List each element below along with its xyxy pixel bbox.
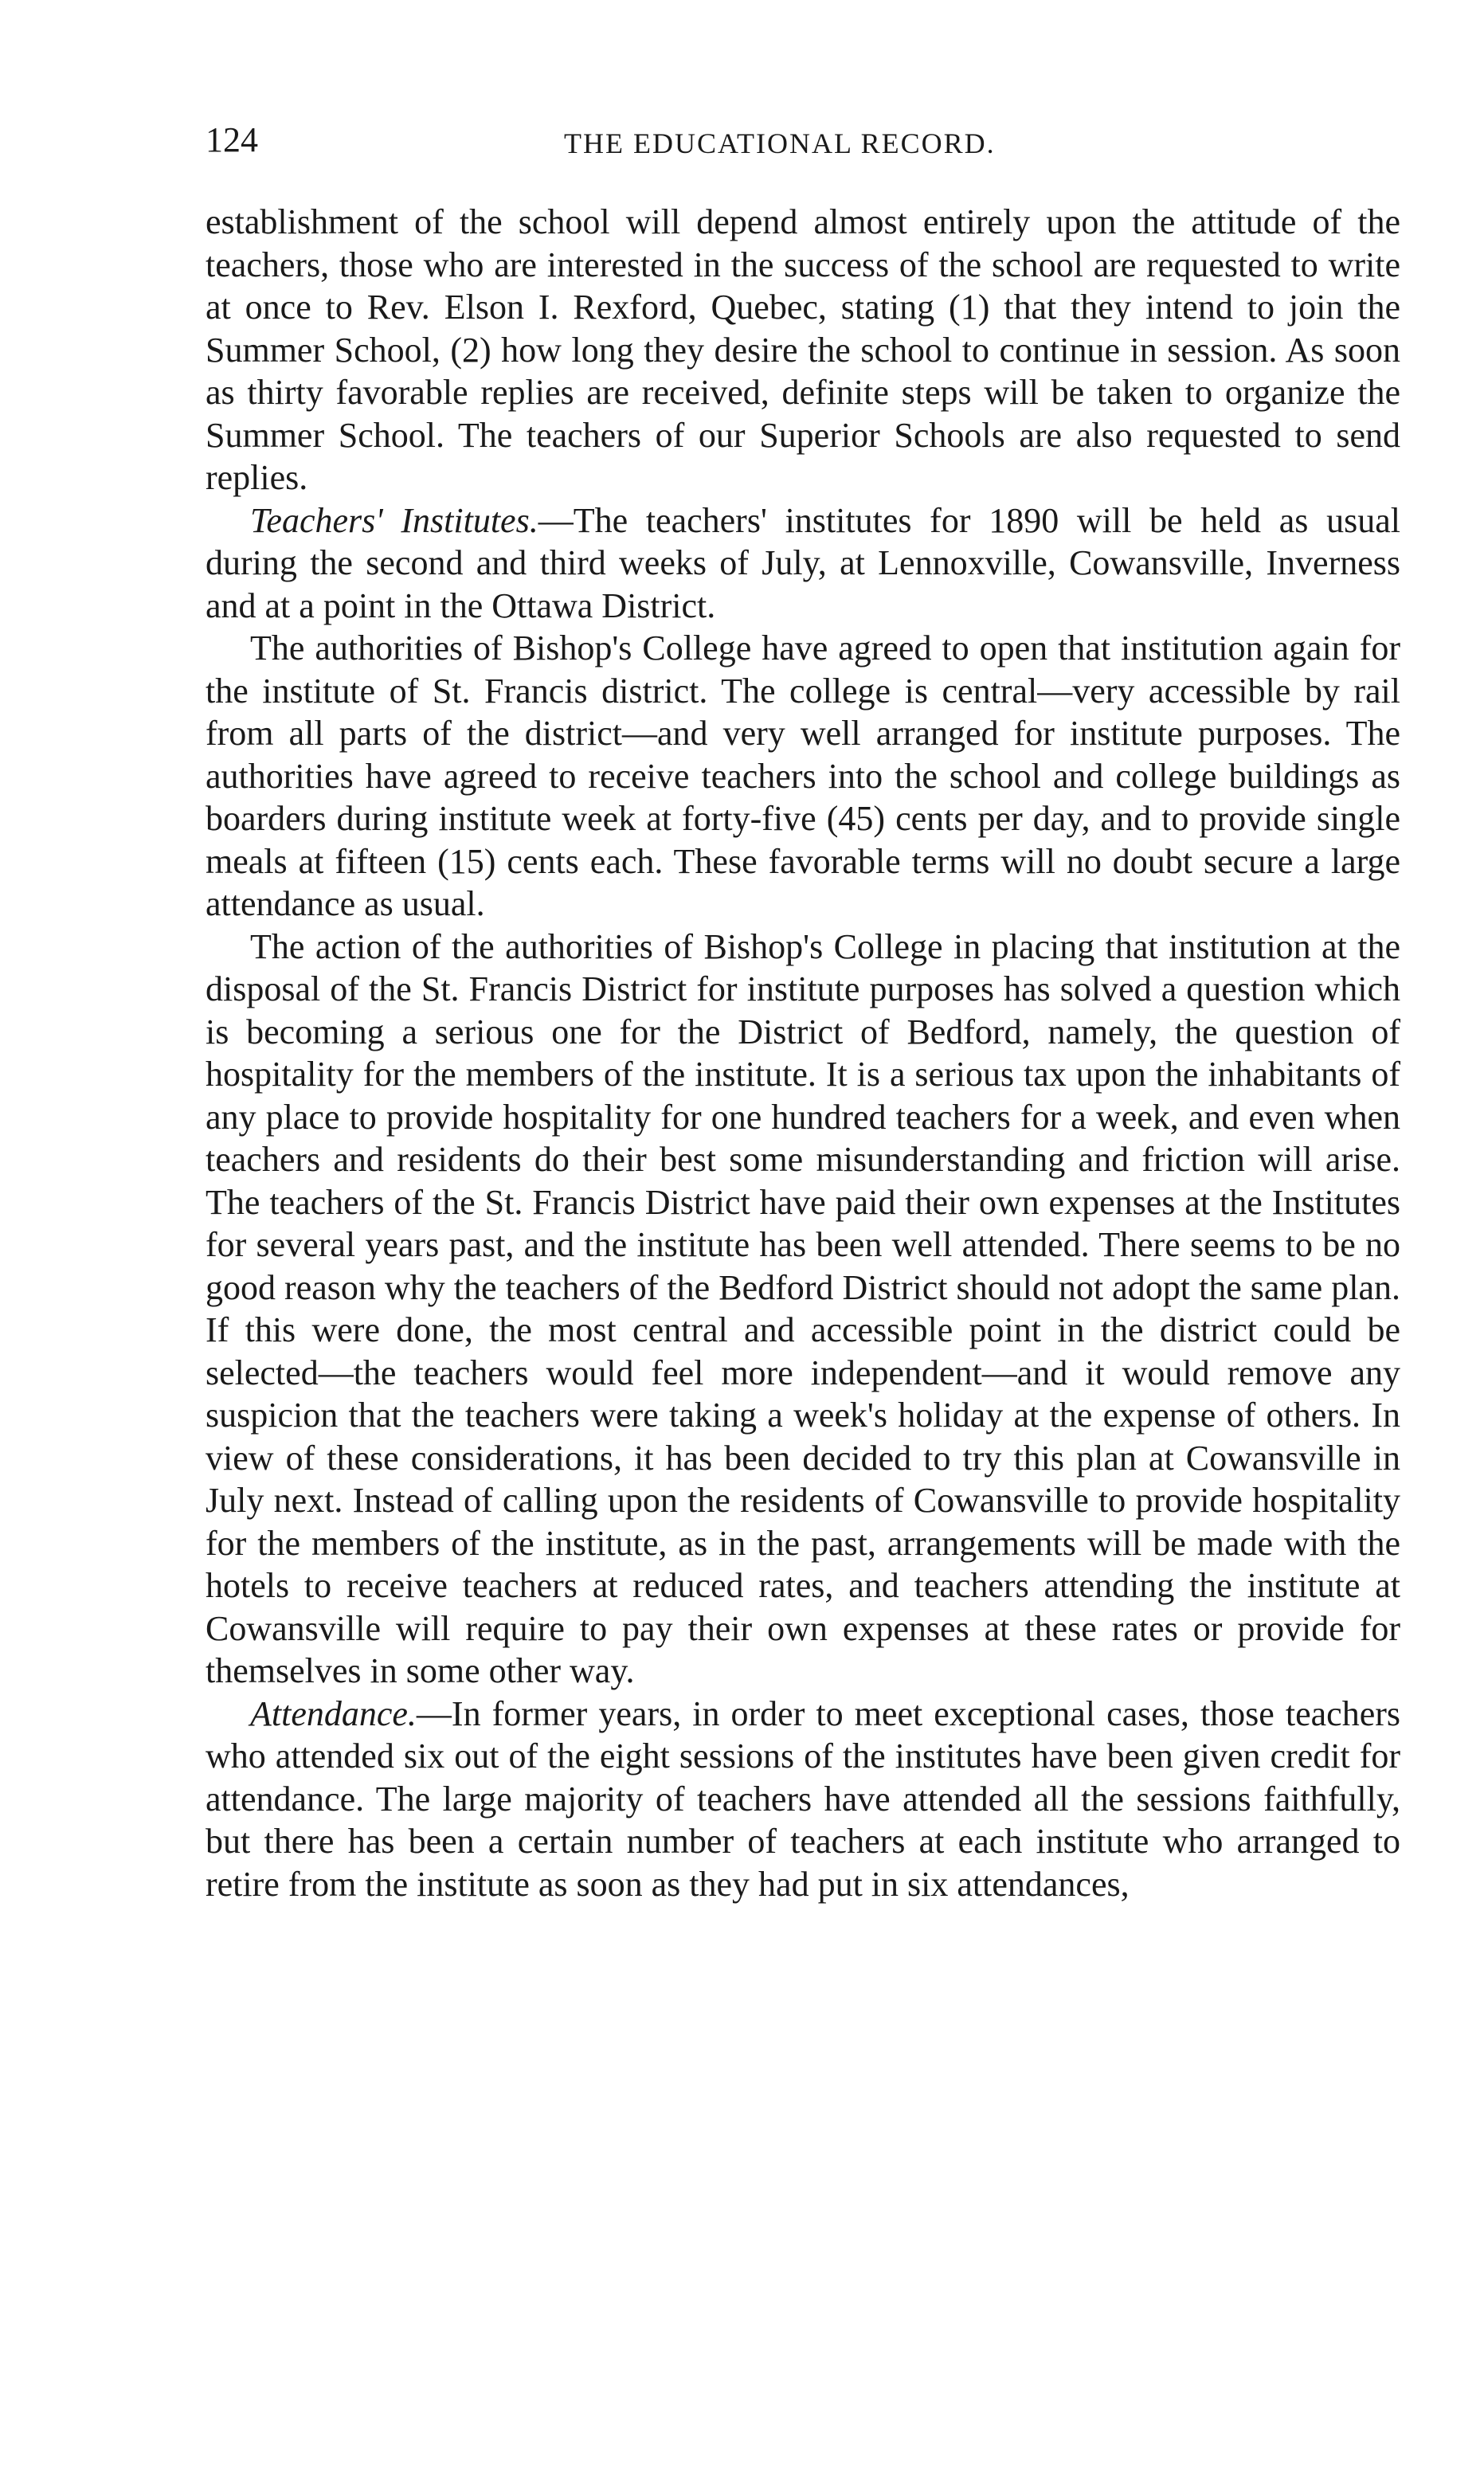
paragraph-text: —The teachers' institutes for 1890 will be held as usual during the second and third weeks of July, at Lennoxville, Cowansville, Inverness and at a point in the Ottawa District. [206, 500, 1400, 625]
paragraph-attendance [206, 1693, 1400, 1906]
paragraph-text: —In former years, in order to meet exceptional cases, those teachers who attended six out of the eight sessions of the institutes have been given credit for attendance. The large majority of teachers have attended all the sessions faithfully, but there has been a certain number of teachers at each institute who arranged to retire from the institute as soon as they had put in six attendances, [206, 1693, 1400, 1904]
page-number: 124 [206, 120, 258, 159]
paragraph-text: The action of the authorities of Bishop's College in placing that institution at the disposal of the St. Francis District for institute purposes has solved a question which is becoming a serious one for the District of Bedford, namely, the question of hospitality for the members of the institute. It is a serious tax upon the inhabitants of any place to provide hospitality for one hundred teachers for a week, and even when teachers and residents do their best some misunderstanding and friction will arise. The teachers of the St. Francis District have paid their own expenses at the Institutes for several years past, and the institute has been well attended. There seems to be no good reason why the teachers of the Bedford District should not adopt the same plan. If this were done, the most central and accessible point in the district could be selected—the teachers would feel more independent—and it would remove any suspicion that the teachers were taking a week's holiday at the expense of others. In view of these considerations, it has been decided to try this plan at Cowansville in July next. Instead of calling upon the residents of Cowansville to provide hospitality for the members of the institute, as in the past, arrangements will be made with the hotels to receive teachers at reduced rates, and teachers attending the institute at Cowansville will require to pay their own expenses at these rates or provide for themselves in some other way. [206, 926, 1400, 1690]
paragraph-summer-school-continued [206, 201, 1400, 499]
body-text [206, 201, 1400, 1905]
paragraph-bedford-hospitality [206, 926, 1400, 1693]
running-title: THE EDUCATIONAL RECORD. [564, 127, 996, 159]
paragraph-text: establishment of the school will depend almost entirely upon the attitude of the teachers, those who are interested in the success of the school are requested to write at once to Rev. Elson I. Rexford, Quebec, stating (1) that they intend to join the Summer School, (2) how long they desire the school to continue in session. As soon as thirty favorable replies are received, definite steps will be taken to organize the Summer School. The teachers of our Superior Schools are also requested to send replies. [206, 202, 1400, 497]
paragraph-teachers-institutes [206, 499, 1400, 628]
section-heading-attendance: Attendance. [250, 1693, 417, 1733]
paragraph-bishops-college [206, 627, 1400, 926]
paragraph-text: The authorities of Bishop's College have agreed to open that institution again for the institute of St. Francis district. The college is central—very accessible by rail from all parts of the district—and very well arranged for institute purposes. The authorities have agreed to receive teachers into the school and college buildings as boarders during institute week at forty-five (45) cents per day, and to provide single meals at fifteen (15) cents each. These favorable terms will no doubt secure a large attendance as usual. [206, 628, 1400, 923]
running-head [206, 116, 1400, 172]
section-heading-teachers-institutes: Teachers' Institutes. [250, 500, 538, 540]
